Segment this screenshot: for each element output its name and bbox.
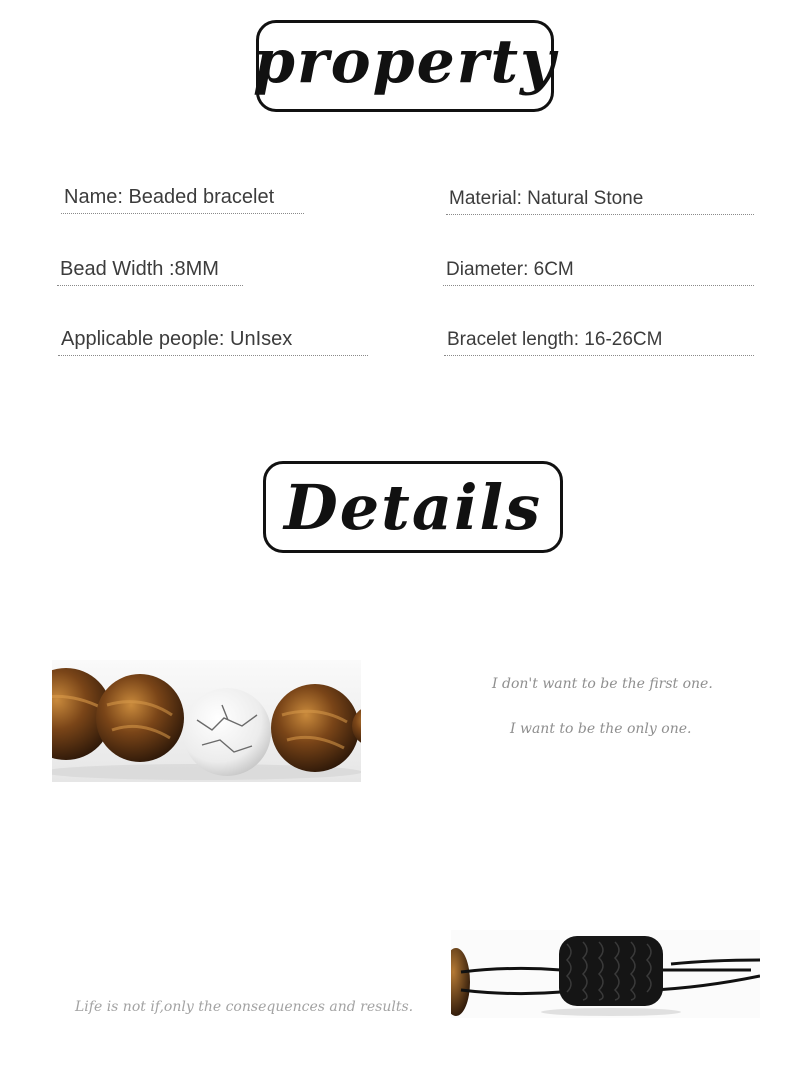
knot-illustration [451,930,760,1018]
spec-bracelet-length: Bracelet length: 16-26CM [444,329,754,356]
tiger-eye-bead [96,674,184,762]
tiger-eye-bead [271,684,359,772]
sliding-knot [559,936,663,1006]
spec-name: Name: Beaded bracelet [61,186,304,214]
spec-diameter: Diameter: 6CM [443,259,754,286]
property-title-box [253,20,557,112]
spec-applicable-people: Applicable people: UnIsex [58,328,368,356]
beads-illustration [52,660,361,782]
knot-closeup-image [451,930,760,1018]
details-title-box [263,461,563,553]
details-title: Details [283,470,543,544]
quote-line-3: Life is not if,only the consequences and results. [75,999,414,1015]
spec-material: Material: Natural Stone [446,188,754,215]
quote-line-2: I want to be the only one. [510,721,692,737]
howlite-bead [183,688,271,776]
tiger-eye-bead [451,948,470,1016]
spec-bead-width: Bead Width :8MM [57,258,243,286]
quote-line-1: I don't want to be the first one. [492,676,713,692]
beads-closeup-image [52,660,361,782]
property-title: property [253,27,557,97]
